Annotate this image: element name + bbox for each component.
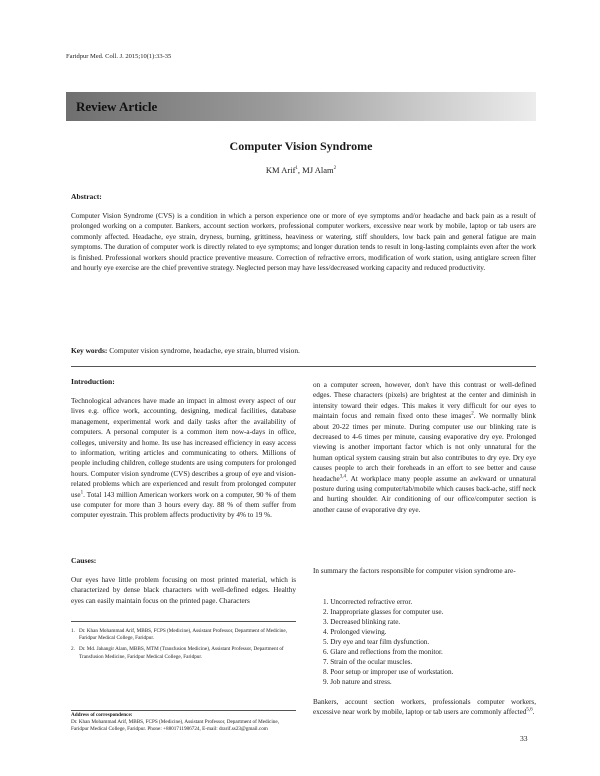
introduction-text: [71, 396, 296, 521]
footnote-2-number: 2.: [71, 646, 75, 653]
abstract-heading: Abstract:: [71, 192, 102, 201]
author-2-affil: 2: [333, 166, 337, 172]
factor-item: 4. Prolonged viewing.: [323, 628, 387, 636]
causes-text: Our eyes have little problem focusing on most printed material, which is characterized by dense black characters with well-defined edges. Healthy eyes can easily maintain focus on the printed page. Characters: [71, 576, 296, 605]
keywords-label: Key words:: [71, 346, 108, 355]
introduction-text-part1: Technological advances have made an impact in almost every aspect of our lives e.g. office work, accounting, designing, medical facilities, database management, experimental work and daily tasks after the availability of computers. A personal computer is a common item now-a-days in office, colleges, university and home. Its use has increased efficiency in easy access to information, writing articles and communicating to others. Millions of people including children, college students are using computers for prolonged hours. Computer vision syndrome (CVS) describes a group of eye and vision-related problems which are experienced and result from prolonged computer use: [71, 397, 296, 499]
footnote-1-number: 1.: [71, 628, 75, 634]
footnote-1-text: Dr. Khan Mohammad Arif, MBBS, FCPS (Medicine), Assistant Professor, Department of Medicine, Faridpur Medical College, Faridpur.: [79, 628, 287, 642]
introduction-text-part2: . Total 143 million American workers work on a computer, 90 % of them use computer for more than 3 hours every day. 88 % of them suffer from computer eyestrain. This problem affects productivity by 4% to 19 %.: [71, 490, 296, 520]
author-2: , MJ Alam: [297, 165, 334, 175]
citation-2: 2: [471, 411, 474, 417]
factors-intro: In summary the factors responsible for computer vision syndrome are-: [313, 567, 516, 575]
author-line: [66, 165, 536, 175]
factor-item: 5. Dry eye and tear film dysfunction.: [323, 638, 430, 646]
closing-paragraph: Bankers, account section workers, professionals computer workers, excessive near work by mobile, laptop or tab users are commonly affected$^{5,6}$.: [313, 698, 536, 717]
abstract-text: Computer Vision Syndrome (CVS) is a condition in which a person experience one or more of eye symptoms and/or headache and back pain as a result of prolonged working on a computer. Bankers, account section workers, professional computer workers, excessive near work by mobile, laptop or tab users are commonly affected. Headache, eye strain, dryness, burning, grittiness, heaviness or watering, stiff shoulders, low back pain and general fatigue are main symptoms. The duration of computer work is directly related to eye symptoms; and longer duration tends to result in long-lasting complaints even after the work is finished. Professional workers should practice preventive measure. Correction of refractive errors, modification of work station, using antiglare screen filter and hourly eye exercise are the chief preventive strategy. Neglected person may have less/decreased working capacity and reduced productivity.: [71, 212, 536, 273]
keywords: [71, 346, 536, 356]
author-1-affil: 1: [295, 166, 298, 172]
factor-item: 7. Strain of the ocular muscles.: [323, 658, 413, 666]
closing-text: Bankers, account section workers, professionals computer workers, excessive near work by mobile, laptop or tab users are commonly affected: [313, 698, 536, 717]
address-text: Dr. Khan Mohammad Arif, MBBS, FCPS (Medicine), Assistant Professor, Department of Medicine, Faridpur Medical College, Faridpur. Phone: +8801711986724, E-mail: drarif.ss23@gmail.com: [71, 719, 279, 732]
correspondence-address: [71, 712, 296, 733]
article-title: Computer Vision Syndrome: [229, 139, 373, 153]
abstract-divider: [71, 366, 536, 367]
factor-item: 9. Job nature and stress.: [323, 678, 392, 686]
address-label: Address of correspondence:: [71, 712, 133, 718]
footnote-divider: [71, 621, 296, 622]
page-number: 33: [520, 734, 528, 743]
right-text-part1: on a computer screen, however, don't have this contrast or well-defined edges. These characters (pixels) are brightest at the center and diminish in intensity toward their edges. This makes it very difficult for our eyes to maintain focus and remain fixed onto these images: [313, 381, 536, 421]
factor-item: 3. Decreased blinking rate.: [323, 618, 401, 626]
right-text-part3: . At workplace many people assume an awkward or unnatural posture during using computer/tab/mobile which causes back-ache, stiff neck and hurting shoulder. Air conditioning of our office/computer section is another cause of evaporative dry eye.: [313, 474, 536, 514]
section-banner-label: Review Article: [76, 99, 158, 114]
footnote-1: [71, 628, 296, 642]
footnotes: [71, 628, 296, 665]
causes-heading: Causes:: [71, 556, 97, 565]
citation-5-6: 5,6: [526, 708, 533, 714]
address-divider: [71, 710, 296, 711]
factor-item: 2. Inappropriate glasses for computer use.: [323, 608, 444, 616]
factor-item: 1. Uncorrected refractive error.: [323, 598, 413, 606]
citation-1: 1: [80, 490, 84, 496]
citation-3-4: 3,4: [339, 474, 346, 480]
keywords-text: Computer vision syndrome, headache, eye strain, blurred vision.: [107, 346, 300, 355]
section-banner: [66, 92, 536, 121]
right-column-text: [313, 380, 536, 515]
introduction-heading: Introduction:: [71, 377, 115, 386]
right-text-part2: . We normally blink about 20-22 times per minute. During computer use our blinking rate is decreased to 4-6 times per minute, causing evaporative dry eye. Prolonged viewing is another important factor which is not only unnatural for the human optical system causing strain but also contributes to dry eye. Dry eye causes people to arch their foreheads in an effort to see better and cause headache: [313, 412, 536, 483]
footnote-2: [71, 646, 296, 660]
factor-item: 6. Glare and reflections from the monitor.: [323, 648, 443, 656]
factors-list: [323, 597, 533, 687]
running-head: Faridpur Med. Coll. J. 2015;10(1):33-35: [66, 53, 172, 60]
author-1: KM Arif: [265, 165, 296, 175]
factor-item: 8. Poor setup or improper use of workstation.: [323, 668, 454, 676]
footnote-2-text: Dr. Md. Jahangir Alam, MBBS, MTM (Transfusion Medicine), Assistant Professor, Department of Transfusion Medicine, Faridpur Medical College, Faridpur.: [79, 646, 284, 660]
